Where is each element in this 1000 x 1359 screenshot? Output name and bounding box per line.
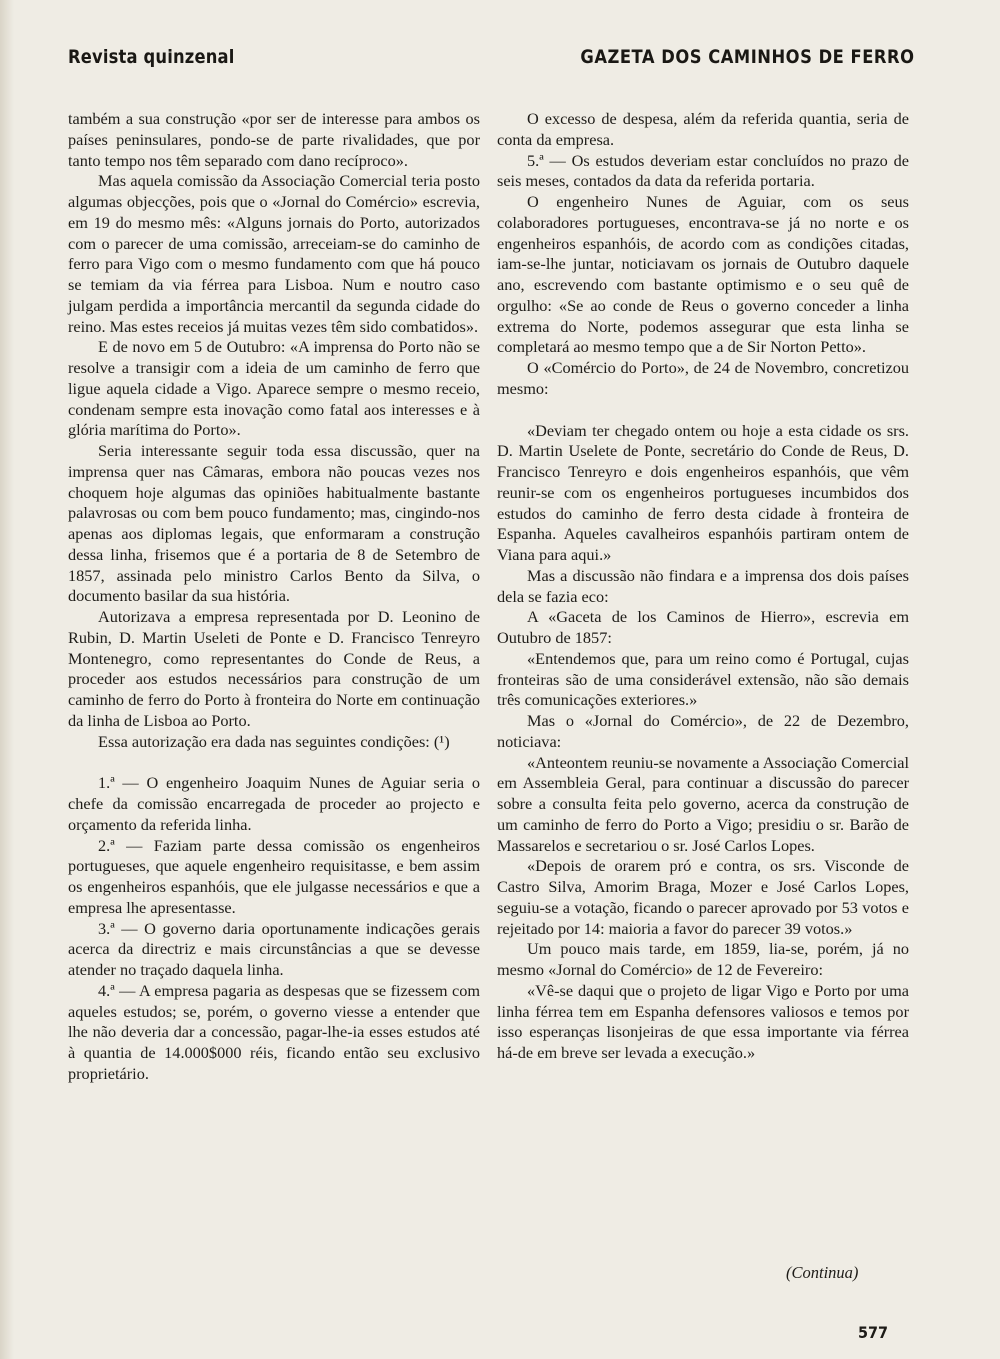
paragraph: Autorizava a empresa representada por D. Leonino de Rubin, D. Martin Useleti de Ponte e D. Francisco Tenreyro Montenegro, como representantes do Conde de Reus, a proceder aos estudos necessários para construção de um caminho de ferro do Porto à fronteira do Norte em continuação da linha de Lisboa ao Porto.	[68, 607, 480, 730]
paragraph: Um pouco mais tarde, em 1859, lia-se, porém, já no mesmo «Jornal do Comércio» de 12 de Fevereiro:	[497, 939, 909, 979]
paragraph: também a sua construção «por ser de interesse para ambos os países peninsulares, pondo-se de parte rivalidades, que por tanto tempo nos têm separado com dano recíproco».	[68, 109, 480, 170]
condition-item: 2.ª — Faziam parte dessa comissão os engenheiros portugueses, que aquele engenheiro requisitasse, e bem assim os engenheiros espanhóis, que ele julgasse necessários e que a empresa lhe apresentasse.	[68, 835, 480, 917]
condition-item: 1.ª — O engenheiro Joaquim Nunes de Aguiar seria o chefe da comissão encarregada de proceder ao projecto e orçamento da referida linha.	[68, 773, 480, 834]
quotation: «Depois de orarem pró e contra, os srs. Visconde de Castro Silva, Amorim Braga, Mozer e José Carlos Lopes, seguiu-se a votação, ficando o parecer aprovado por 53 votos e rejeitado por 14: maioria a favor do parecer 39 votos.»	[497, 856, 909, 938]
condition-item: 5.ª — Os estudos deveriam estar concluídos no prazo de seis meses, contados da data da referida portaria.	[497, 150, 909, 191]
running-header-right: GAZETA DOS CAMINHOS DE FERRO	[579, 46, 914, 68]
paragraph: O engenheiro Nunes de Aguiar, com os seus colaboradores portugueses, encontrava-se já no norte e os engenheiros espanhóis, de acordo com as condições citadas, iam-se-lhe juntar, noticiavam os jornais de Outubro daquele ano, escrevendo com bastante optimismo e o seu quê de orgulho: «Se ao conde de Reus o governo conceder a linha extrema do Norte, podemos assegurar que esta linha se completará ao mesmo tempo que a de Sir Norton Petto».	[497, 192, 909, 357]
quotation: «Vê-se daqui que o projeto de ligar Vigo e Porto por uma linha férrea tem em Espanha defensores valiosos e temos por isso esperanças lisonjeiras de que essa importante via férrea há-de em breve ser levada a execução.»	[497, 980, 909, 1062]
page-edge-shadow	[0, 0, 14, 1359]
condition-item: 4.ª — A empresa pagaria as despesas que se fizessem com aqueles estudos; se, porém, o governo viesse a entender que lhe não deveria dar a concessão, pagar-lhe-ia esses estudos até à quantia de 14.000$000 réis, ficando então seu exclusivo proprietário.	[68, 980, 480, 1083]
page-number: 577	[858, 1323, 889, 1342]
quotation: «Entendemos que, para um reino como é Portugal, cujas fronteiras são de uma considerável extensão, não são demais três comunicações exteriores.»	[497, 648, 909, 710]
continued-note: (Continua)	[786, 1263, 859, 1282]
paragraph: Seria interessante seguir toda essa discussão, quer na imprensa quer nas Câmaras, embora não poucas vezes nos choquem hoje algumas das opiniões habitualmente bastante palavrosas ou com bem pouco fundamento; mas, cingindo-nos apenas aos diplomas legais, que enformaram a construção dessa linha, frisemos que é a portaria de 8 de Setembro de 1857, assinada pelo ministro Carlos Bento da Silva, o documento basilar da sua história.	[68, 441, 480, 606]
quotation: «Anteontem reuniu-se novamente a Associação Comercial em Assembleia Geral, para continuar a discussão do parecer sobre a consulta feita pelo governo, acerca da construção de um caminho de ferro do Porto a Vigo; presidiu o sr. Barão de Massarelos e secretariou o sr. José Carlos Lopes.	[497, 752, 909, 855]
paragraph: A «Gaceta de los Caminos de Hierro», escrevia em Outubro de 1857:	[497, 607, 909, 647]
paragraph: O «Comércio do Porto», de 24 de Novembro, concretizou mesmo:	[497, 358, 909, 398]
paragraph: Mas a discussão não findara e a imprensa dos dois países dela se fazia eco:	[497, 565, 909, 606]
paragraph: E de novo em 5 de Outubro: «A imprensa do Porto não se resolve a transigir com a ideia de um caminho de ferro que ligue aquela cidade a Vigo. Aparece sempre o mesmo receio, condenam sempre esta inovação como fatal aos interesses e à glória marítima do Porto».	[68, 337, 480, 440]
paragraph: Essa autorização era dada nas seguintes condições: (¹)	[98, 731, 450, 751]
paragraph: O excesso de despesa, além da referida quantia, seria de conta da empresa.	[497, 109, 909, 149]
condition-item: 3.ª — O governo daria oportunamente indicações gerais acerca da directriz e mais circunstâncias a que se devesse atender no traçado daquela linha.	[68, 918, 480, 979]
running-header-left: Revista quinzenal	[68, 46, 235, 68]
right-column	[497, 109, 909, 1064]
quotation: «Deviam ter chegado ontem ou hoje a esta cidade os srs. D. Martin Uselete de Ponte, secretário do Conde de Reus, D. Francisco Tenreyro e dois engenheiros espanhóis, que vêm reunir-se com os engenheiros portugueses incumbidos dos estudos do caminho de ferro desta cidade à fronteira de Espanha. Aqueles cavalheiros espanhóis partiram ontem de Viana para aqui.»	[497, 420, 909, 564]
left-column	[68, 109, 480, 1085]
paragraph: Mas o «Jornal do Comércio», de 22 de Dezembro, noticiava:	[497, 711, 909, 751]
paragraph: Mas aquela comissão da Associação Comercial teria posto algumas objecções, pois que o «Jornal do Comércio» escrevia, em 19 do mesmo mês: «Alguns jornais do Porto, autorizados com o parecer de uma comissão, arreceiam-se do caminho de ferro para Vigo com o mesmo fundamento com que há pouco se temiam da via férrea para Lisboa. Num e noutro caso julgam perdida a importância mercantil da segunda cidade do reino. Mas estes receios já muitas vezes têm sido combatidos».	[68, 171, 480, 336]
